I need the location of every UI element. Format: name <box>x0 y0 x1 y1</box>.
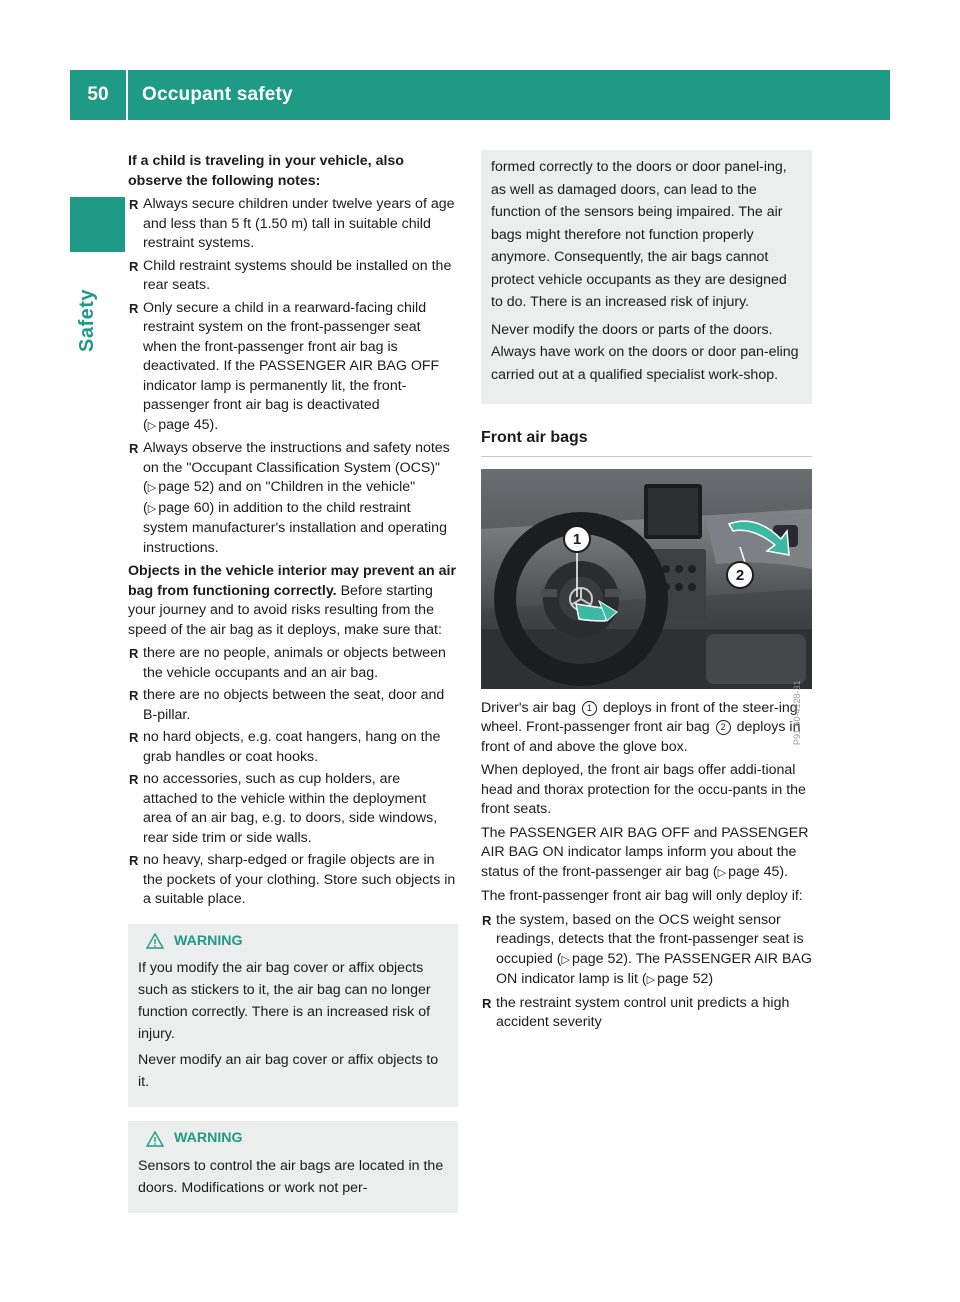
list-item <box>128 195 458 254</box>
list-item-text: Only secure a child in a rearward-facing child restraint system on the front-passenger seat when the front-passenger front air bag is deactivated. If the PASSENGER AIR BAG OFF indicator lamp is permanently lit, the front-passenger front air bag is deactivated <box>143 299 440 413</box>
header-bar <box>70 70 890 120</box>
paragraph-text: The front-passenger front air bag will only deploy if: <box>481 888 803 904</box>
list-item-text: the system, based on the OCS weight sensor readings, detects that the front-passenger seat is occupied ( <box>496 911 804 967</box>
callout-1-label: 1 <box>572 530 582 548</box>
objects-heading: Objects in the vehicle interior may prevent an air bag from functioning correctly. <box>128 563 457 599</box>
list-item <box>128 851 458 910</box>
bullet-icon: R <box>129 258 139 274</box>
header-divider <box>126 70 128 120</box>
warning-text: Never modify an air bag cover or affix objects to it. <box>138 1052 439 1090</box>
side-tab-label: Safety <box>76 288 98 352</box>
list-item-text: no heavy, sharp-edged or fragile objects are in the pockets of your clothing. Store such objects in a suitable place. <box>143 852 456 907</box>
warning-box <box>128 1121 458 1213</box>
list-item <box>128 439 458 558</box>
list-item <box>128 644 458 683</box>
list-item <box>128 299 458 437</box>
arrow-right-icon: ▷ <box>147 502 157 515</box>
front-air-bags-heading: Front air bags <box>481 428 812 457</box>
objects-text: Before starting your journey and to avoid risks resulting from the speed of the air bag as it deploys, make sure that: <box>128 582 442 638</box>
list-item <box>128 257 458 296</box>
front-air-bags-body <box>481 699 812 1033</box>
bullet-icon: R <box>129 441 139 456</box>
indicator-lamps-paragraph <box>481 824 812 884</box>
warning-box <box>128 924 458 1108</box>
list-item-text: Always secure children under twelve years of age and less than 5 ft (1.50 m) tall in suitable child restraint systems. <box>143 196 455 251</box>
page-ref-text[interactable]: page 60) in addition to the child restraint system manufacturer's installation and operating instructions. <box>143 499 447 556</box>
object-notes-list <box>128 644 458 910</box>
warning-text: If you modify the air bag cover or affix objects such as stickers to it, the air bag can no longer function correctly. There is an increased risk of injury. <box>138 960 431 1042</box>
list-item-text: no hard objects, e.g. coat hangers, hang on the grab handles or coat hooks. <box>143 729 441 765</box>
page-ref-text: page 45). <box>158 416 219 433</box>
bullet-icon: R <box>129 853 139 868</box>
side-tab-block <box>70 197 125 252</box>
paragraph-text: When deployed, the front air bags offer addi-tional head and thorax protection for the occu-pants in the front seats. <box>481 762 806 817</box>
warning-text: formed correctly to the doors or door panel-ing, as well as damaged doors, can lead to the function of the sensors being impaired. The air bags might therefore not function properly anymore. Consequently, the air bags cannot protect vehicle occupants as they are designed to do. There is an increased risk of injury. <box>491 159 787 310</box>
paragraph-text: deploys in front of and above the glove box. <box>481 719 801 755</box>
bullet-icon: R <box>129 772 139 787</box>
bullet-icon: R <box>482 912 492 928</box>
page-ref-text[interactable]: page 52). The PASSENGER AIR BAG ON indicator lamp is lit ( <box>496 950 812 987</box>
list-item-text: Child restraint systems should be installed on the rear seats. <box>143 257 452 293</box>
list-item <box>128 686 458 725</box>
warning-title-text: WARNING <box>174 1130 243 1146</box>
warning-text: Never modify the doors or parts of the doors. Always have work on the doors or door pan-eling carried out at a qualified specialist work-shop. <box>491 321 799 383</box>
dashboard-illustration <box>481 469 812 689</box>
list-item-text: no accessories, such as cup holders, are attached to the vehicle within the deployment area of an air bag, e.g. to doors, side windows, rear side trim or side walls. <box>143 771 438 846</box>
callout-1-ref: 1 <box>582 701 597 716</box>
arrow-right-icon: ▷ <box>717 866 727 879</box>
section-title: Occupant safety <box>142 84 293 105</box>
bullet-icon: R <box>129 300 139 316</box>
warning-continuation-box <box>481 150 812 404</box>
right-column <box>481 150 812 1037</box>
page-ref-text[interactable]: page 52) and on "Children in the vehicle" ( <box>143 479 416 516</box>
page-ref-text[interactable]: page 45). <box>728 863 789 880</box>
bullet-icon: R <box>129 730 139 745</box>
list-item <box>481 911 812 991</box>
bullet-icon: R <box>129 688 139 703</box>
paragraph-text: deploys in front of the steer-ing wheel. Front-passenger front air bag <box>481 699 798 735</box>
figure-code: P91.60-4128-31 <box>792 680 803 746</box>
warning-triangle-icon <box>146 1131 164 1147</box>
list-item-text: there are no people, animals or objects between the vehicle occupants and an air bag. <box>143 645 446 681</box>
callout-2-ref: 2 <box>716 720 731 735</box>
warning-triangle-icon <box>146 933 164 949</box>
bullet-icon: R <box>482 995 492 1011</box>
arrow-right-icon: ▷ <box>561 953 570 966</box>
warning-title <box>138 932 448 952</box>
objects-paragraph <box>128 562 458 640</box>
arrow-right-icon: ▷ <box>147 482 157 494</box>
list-item-text: the restraint system control unit predicts a high accident severity <box>496 994 790 1030</box>
bullet-icon: R <box>129 646 139 661</box>
driver-airbag-paragraph <box>481 699 812 758</box>
page-ref[interactable]: (▷ page 45). <box>143 416 219 433</box>
deploy-conditions-list <box>481 911 812 1033</box>
callout-2-label: 2 <box>735 566 745 584</box>
list-item-text: there are no objects between the seat, door and B-pillar. <box>143 687 445 723</box>
list-item <box>481 994 812 1033</box>
page-ref-text[interactable]: page 52) <box>657 971 714 987</box>
page-number: 50 <box>87 84 109 105</box>
warning-title-text: WARNING <box>174 932 243 949</box>
paragraph-text: Driver's air bag <box>481 699 580 716</box>
child-notes-list <box>128 195 458 558</box>
list-item <box>128 770 458 848</box>
bullet-icon: R <box>129 197 139 212</box>
warning-title <box>138 1129 448 1149</box>
paragraph-text: The PASSENGER AIR BAG OFF and PASSENGER AIR BAG ON indicator lamps inform you about the status of the front-passenger air bag ( <box>481 824 809 880</box>
warning-text: Sensors to control the air bags are located in the doors. Modifications or work not per- <box>138 1157 444 1196</box>
list-item <box>128 728 458 767</box>
arrow-right-icon: ▷ <box>646 974 656 986</box>
left-column <box>128 152 458 1213</box>
arrow-right-icon: ▷ <box>147 419 157 432</box>
list-item-text: Always observe the instructions and safety notes on the "Occupant Classification System (OCS)" ( <box>143 440 450 495</box>
child-notes-heading: If a child is traveling in your vehicle, also observe the following notes: <box>128 153 404 189</box>
